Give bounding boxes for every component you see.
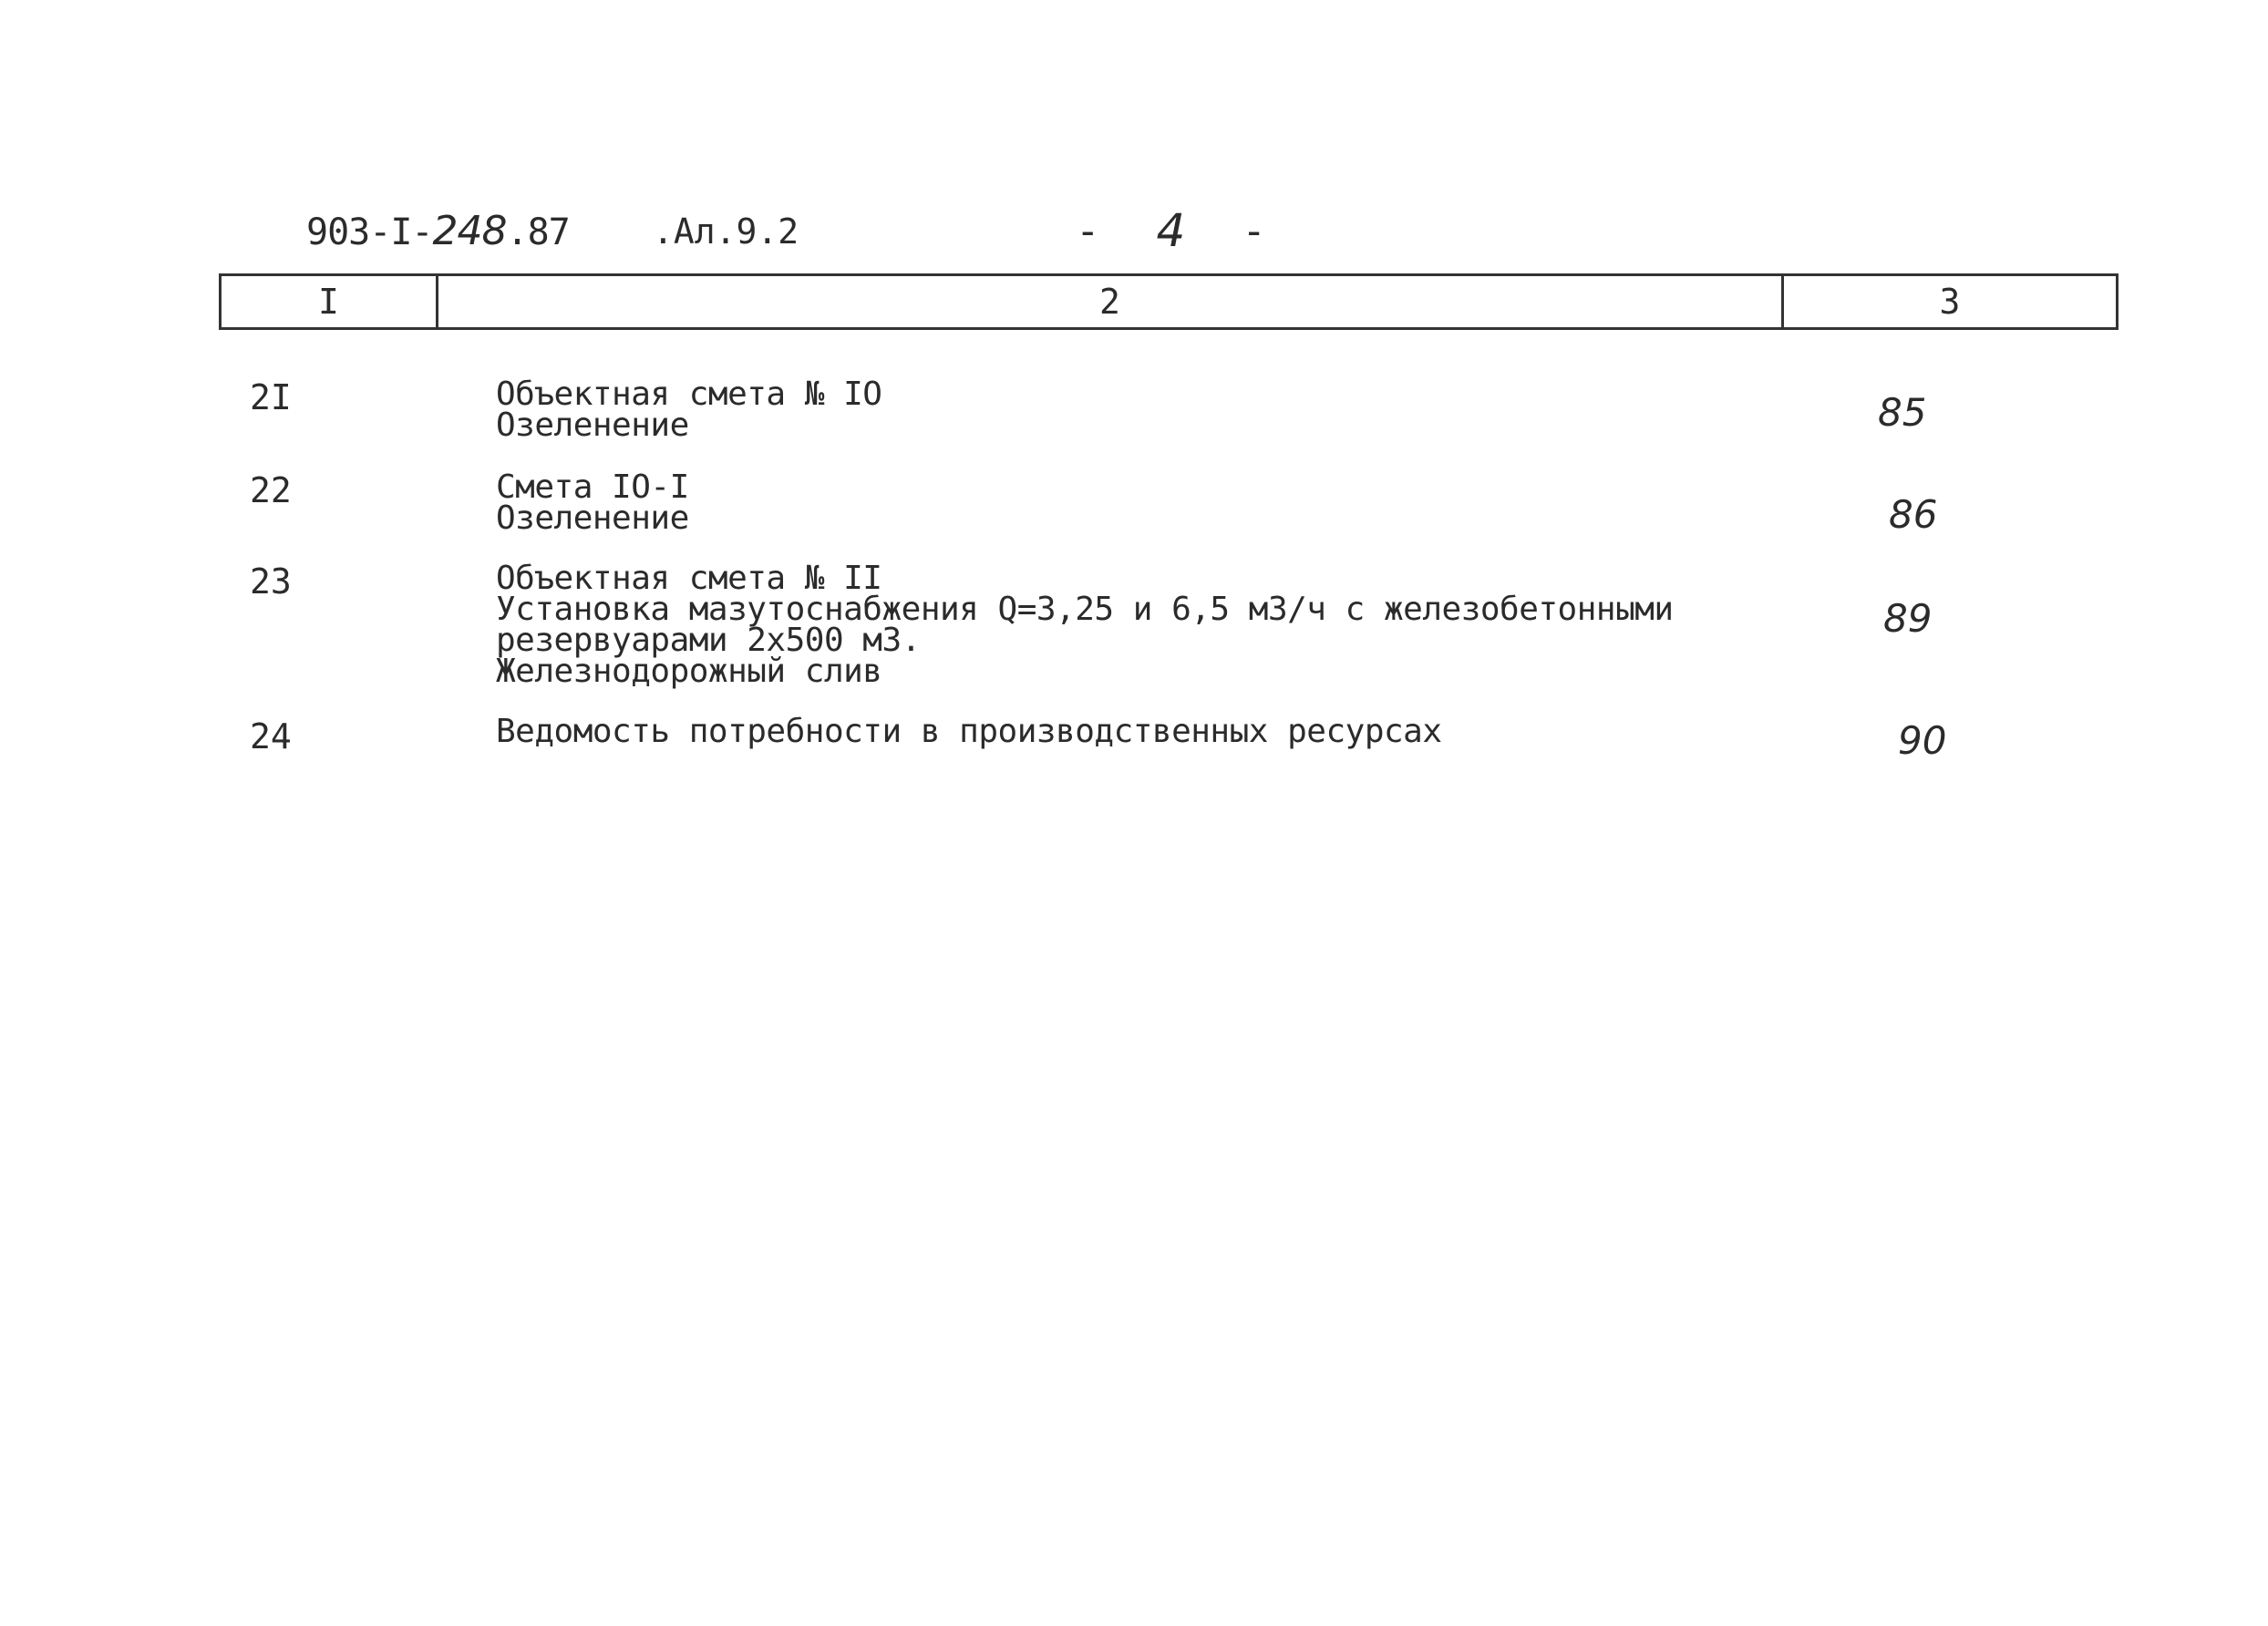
- row-number: 2I: [250, 377, 292, 417]
- row-description: [496, 376, 882, 444]
- sheet-reference: .Ал.9.2: [653, 211, 799, 252]
- row-line: Ведомость потребности в производственных ресурсах: [496, 713, 1442, 750]
- table-header-col-2: 2: [438, 276, 1784, 327]
- document-code: [306, 208, 570, 254]
- row-page-number: 89: [1883, 596, 1933, 641]
- page-dash-right: -: [1242, 207, 1266, 254]
- row-page-number: 90: [1898, 718, 1947, 763]
- page-number-value: 4: [1156, 204, 1186, 257]
- table-header-col-3: 3: [1939, 282, 1961, 322]
- table-header: [219, 273, 2119, 330]
- document-code-handwritten: 248: [432, 208, 507, 254]
- row-line: Озеленение: [496, 499, 689, 537]
- row-number: 22: [250, 470, 292, 510]
- row-description: [496, 560, 1674, 690]
- row-page-number: 86: [1889, 492, 1938, 537]
- row-line: Объектная смета № IO: [496, 376, 882, 413]
- row-description: [496, 468, 689, 537]
- table-header-col-1: I: [222, 276, 438, 327]
- row-line: Объектная смета № II: [496, 560, 882, 597]
- row-line: Установка мазутоснабжения Q=3,25 и 6,5 м3/ч с железобетонными: [496, 591, 1674, 628]
- row-number: 24: [250, 716, 292, 756]
- document-code-prefix: 903-I-: [306, 211, 433, 253]
- row-description: [496, 713, 1442, 750]
- document-code-suffix: .87: [506, 211, 570, 253]
- row-number: 23: [250, 561, 292, 602]
- row-page-number: 85: [1878, 390, 1927, 435]
- row-line: резервуарами 2х500 м3.: [496, 622, 921, 659]
- page-dash-left: -: [1076, 207, 1100, 254]
- row-line: Смета IO-I: [496, 468, 689, 506]
- row-line: Железнодорожный слив: [496, 653, 882, 690]
- row-line: Озеленение: [496, 406, 689, 444]
- page-number: [1076, 204, 1266, 257]
